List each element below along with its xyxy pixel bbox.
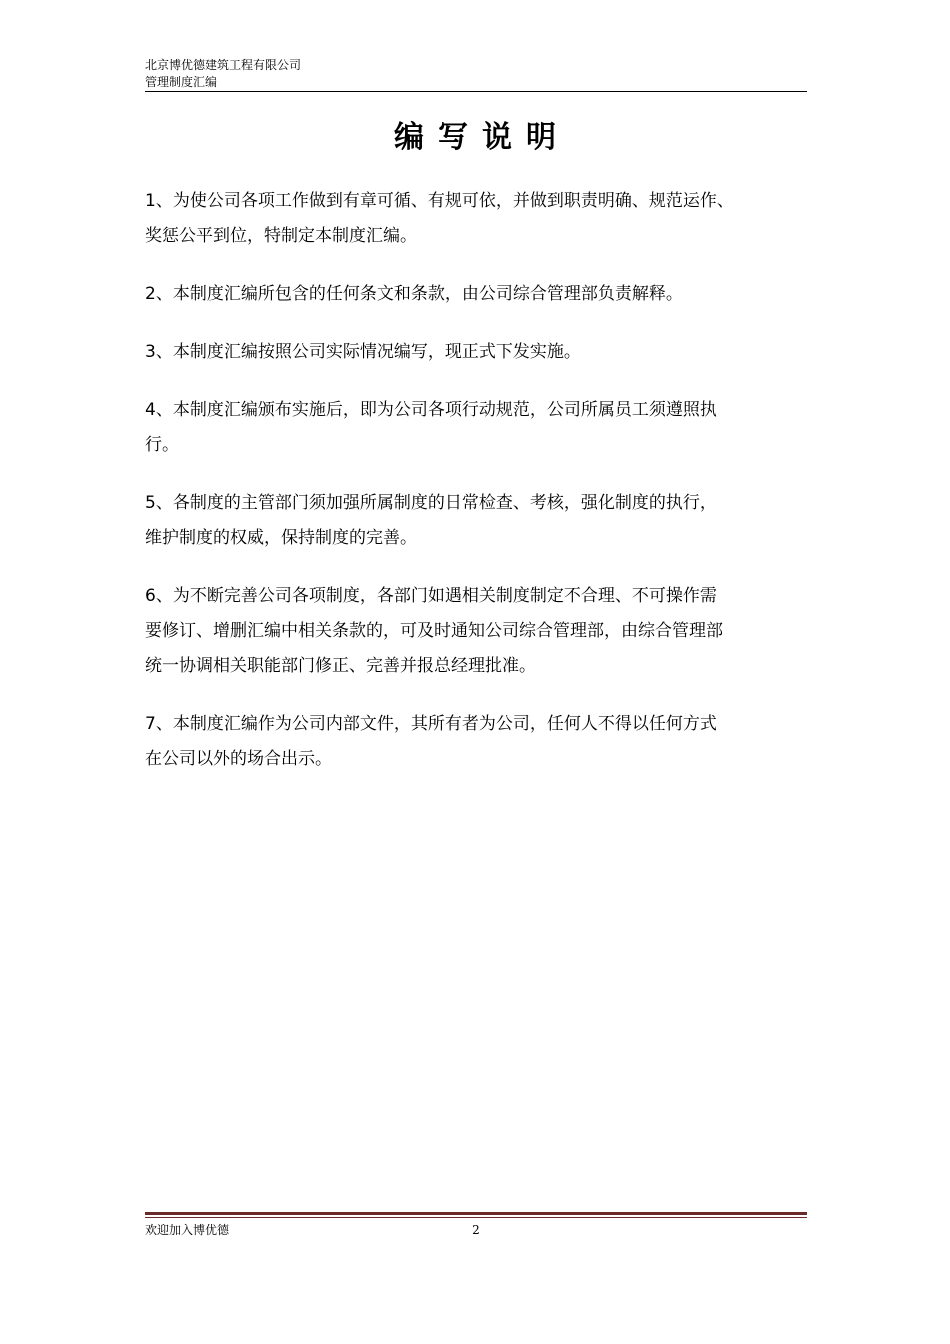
page-title: 编写说明 <box>394 120 570 155</box>
header-document-subtitle: 管理制度汇编 <box>145 75 218 89</box>
page-number: 2 <box>472 1223 480 1237</box>
header-company-name: 北京博优德建筑工程有限公司 <box>145 58 302 72</box>
paragraph-7: 7、本制度汇编作为公司内部文件，其所有者为公司，任何人不得以任何方式 在公司以外的场合出示。 <box>145 714 717 769</box>
footer-divider <box>145 1212 807 1219</box>
paragraph-5: 5、各制度的主管部门须加强所属制度的日常检查、考核，强化制度的执行， 维护制度的权威，保持制度的完善。 <box>145 493 717 548</box>
paragraph-1: 1、为使公司各项工作做到有章可循、有规可依，并做到职责明确、规范运作、 奖惩公平到位，特制定本制度汇编。 <box>145 191 734 246</box>
document-body <box>145 184 815 800</box>
page-header <box>145 57 807 91</box>
paragraph-2: 2、本制度汇编所包含的任何条文和条款，由公司综合管理部负责解释。 <box>145 284 683 304</box>
footer-slogan: 欢迎加入博优德 <box>145 1223 230 1237</box>
paragraph-3: 3、本制度汇编按照公司实际情况编写，现正式下发实施。 <box>145 342 581 362</box>
paragraph-6: 6、为不断完善公司各项制度，各部门如遇相关制度制定不合理、不可操作需 要修订、增删汇编中相关条款的，可及时通知公司综合管理部，由综合管理部 统一协调相关职能部门修正、完善并报总经理批准。 <box>145 586 723 676</box>
paragraph-4: 4、本制度汇编颁布实施后，即为公司各项行动规范，公司所属员工须遵照执 行。 <box>145 400 717 455</box>
header-divider <box>145 91 807 92</box>
